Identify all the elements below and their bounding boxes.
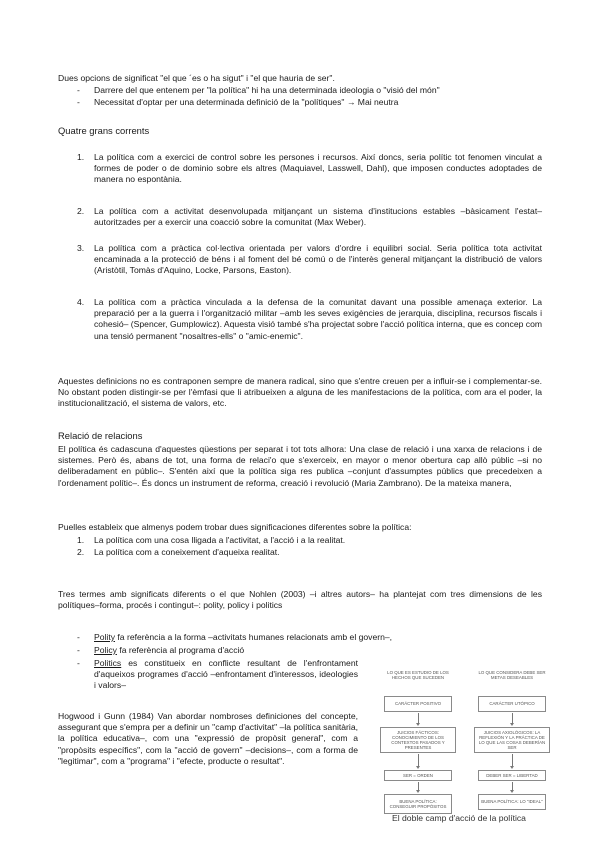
- currents-heading: Quatre grans corrents: [58, 125, 150, 136]
- term-policy-desc: fa referència al programa d'acció: [116, 645, 245, 655]
- current-number: 1.: [77, 152, 85, 162]
- bullet-dash: -: [77, 658, 80, 668]
- bullet-dash: -: [77, 632, 80, 642]
- bullet-dash: -: [77, 645, 80, 655]
- diagram-right-box-1: CARÁCTER UTÓPICO: [478, 696, 546, 712]
- term-polity: [94, 632, 534, 643]
- relacio-heading: Relació de relacions: [58, 430, 143, 441]
- term-politics-desc: es constitueix en conflicte resultant de l'enfrontament d'aqueixos programes d'acció –enfrontament d'interessos, ideologies i valors–: [94, 658, 358, 691]
- diagram-right-header: LO QUE CONSIDERA DEBE SER METAS DESEABLES: [478, 670, 546, 681]
- current-number: 4.: [77, 297, 85, 307]
- current-item-3: La política com a pràctica col·lectiva orientada per valors d'ordre i equilibri social. Seria política tota activitat encaminada a la protecció de béns i al foment del bé comú o de l'interès general mitjançant la distribució de valors (Aristòtil, Tomàs d'Aquino, Locke, Parsons, Easton).: [94, 243, 542, 276]
- diagram-arrow: [418, 713, 419, 723]
- puelles-item-1: La política com una cosa lligada a l'activitat, a l'acció i a la realitat.: [94, 535, 346, 545]
- term-polity-desc: fa referència a la forma –activitats humanes relacionats amb el govern–,: [115, 632, 393, 642]
- diagram-left-header: LO QUE ES ESTUDIO DE LOS HECHOS QUE SUCEDEN: [387, 670, 449, 681]
- diagram-right-box-4: BUENA POLÍTICA: LO "IDEAL": [478, 794, 546, 810]
- diagram-arrow: [418, 754, 419, 766]
- puelles-intro: Puelles estableix que almenys podem trobar dues significaciones diferentes sobre la política:: [58, 522, 412, 532]
- current-number: 2.: [77, 206, 85, 216]
- diagram-left-box-1: CARÁCTER POSITIVO: [384, 696, 452, 712]
- puelles-number: 1.: [77, 535, 85, 545]
- diagram-right-box-3: DEBER SER = LIBERTAD: [478, 770, 546, 781]
- intro-bullet-2: Necessitat d'optar per una determinada definició de la "polítiques" → Mai neutra: [94, 97, 399, 107]
- current-item-1: La política com a exercici de control sobre les persones i recursos. Així doncs, seria polític tot fenomen vinculat a formes de poder o de dominio sobre els altres (Maquiavel, Lasswell, Dahl), que imposen conductes adoptades de manera no espontània.: [94, 152, 542, 185]
- current-item-4: La política com a pràctica vinculada a la defensa de la comunitat davant una possible amenaça exterior. La preparació per a la guerra i l'organització militar –amb les seves exigències de jerarquia, disciplina, recursos fiscals i cohesió– (Spencer, Gumplowicz). Aquesta visió també s'ha projectat sobre l'acció política interna, que es concep com una tensió permanent "nosaltres-ells" o "amic-enemic".: [94, 297, 543, 341]
- diagram-arrow: [512, 713, 513, 723]
- paragraph-complement: Aquestes definicions no es contraponen sempre de manera radical, sino que s'entre creuen per a influir-se i complementar-se. No obstant poden distingir-se per l'èmfasi que li atribueixen a alguna de les manifestacions de la política, com ara el poder, la institucionalització, el sistema de valors, etc.: [58, 376, 542, 409]
- current-item-2: La política com a activitat desenvolupada mitjançant un sistema d'institucions estables –bàsicament l'estat– autoritzades per a exercir una coacció sobre la comunitat (Max Weber).: [94, 206, 542, 228]
- intro-line: Dues opcions de significat "el que ´es o ha sigut" i "el que hauria de ser".: [58, 73, 335, 83]
- bullet-dash: -: [77, 85, 80, 95]
- diagram-left-box-3: SER = ORDEN: [384, 770, 452, 781]
- diagram-right-box-2: JUICIOS AXIOLÓGICOS: LA REFLEXIÓN Y LA PRÁCTICA DE LO QUE LAS COSAS DEBERÍAN SER: [474, 727, 550, 753]
- diagram-left-box-4: BUENA POLÍTICA: CONSEGUIR PROPÓSITOS: [384, 794, 452, 814]
- term-politics: [94, 658, 358, 692]
- puelles-item-2: La política com a coneixement d'aqueixa realitat.: [94, 547, 280, 557]
- term-policy-label: Policy: [94, 645, 117, 655]
- relacio-paragraph: El política és cadascuna d'aquestes qüestions per separat i tot tots alhora: Una clase de relació i una xarxa de relacions i de sistemes. Però és, abans de tot, una forma de relaci'o que s'exerceix, en mayor o menor obertura cap allò públic –si no deliberadament en públic–. S'entén així que la política siga res publica –conjunt d'assumptes públics que precedeixen a l'ordenament polític–. És doncs un instrument de reforma, creació i revolució (Maria Zambrano). De la mateixa manera,: [58, 444, 542, 488]
- diagram-arrow: [512, 782, 513, 790]
- diagram-caption: El doble camp d'acció de la política: [392, 813, 526, 823]
- diagram-arrow: [512, 754, 513, 766]
- diagram-left-box-2: JUICIOS FÁCTICOS: CONOCIMIENTO DE LOS CONTEXTOS PASADOS Y PRESENTES: [380, 727, 456, 753]
- nohlen-paragraph: Tres termes amb significats diferents o el que Nohlen (2003) –i altres autors– ha plantejat com tres dimensions de les polítiques–forma, procés i contingut–: polity, policy i politics: [58, 589, 542, 611]
- intro-bullet-1: Darrere del que entenem per "la política" hi ha una determinada ideologia o "visió del món": [94, 85, 440, 95]
- bullet-dash: -: [77, 97, 80, 107]
- current-number: 3.: [77, 243, 85, 253]
- term-politics-label: Politics: [94, 658, 122, 668]
- term-polity-label: Polity: [94, 632, 116, 642]
- diagram-arrow: [418, 782, 419, 790]
- hogwood-paragraph: Hogwood i Gunn (1984) Van abordar nombroses definiciones del concepte, assegurant que s'empra per a definir un "camp d'activitat" –la política sanitària, la política educativa–, com una "expressió de propòsit general", com a "propòsits específics", com la "acció de govern" –decisions–, com a forma de "legitimar", com a "programa" i "efecte, producte o resultat".: [58, 711, 358, 766]
- term-policy: [94, 645, 534, 656]
- puelles-number: 2.: [77, 547, 85, 557]
